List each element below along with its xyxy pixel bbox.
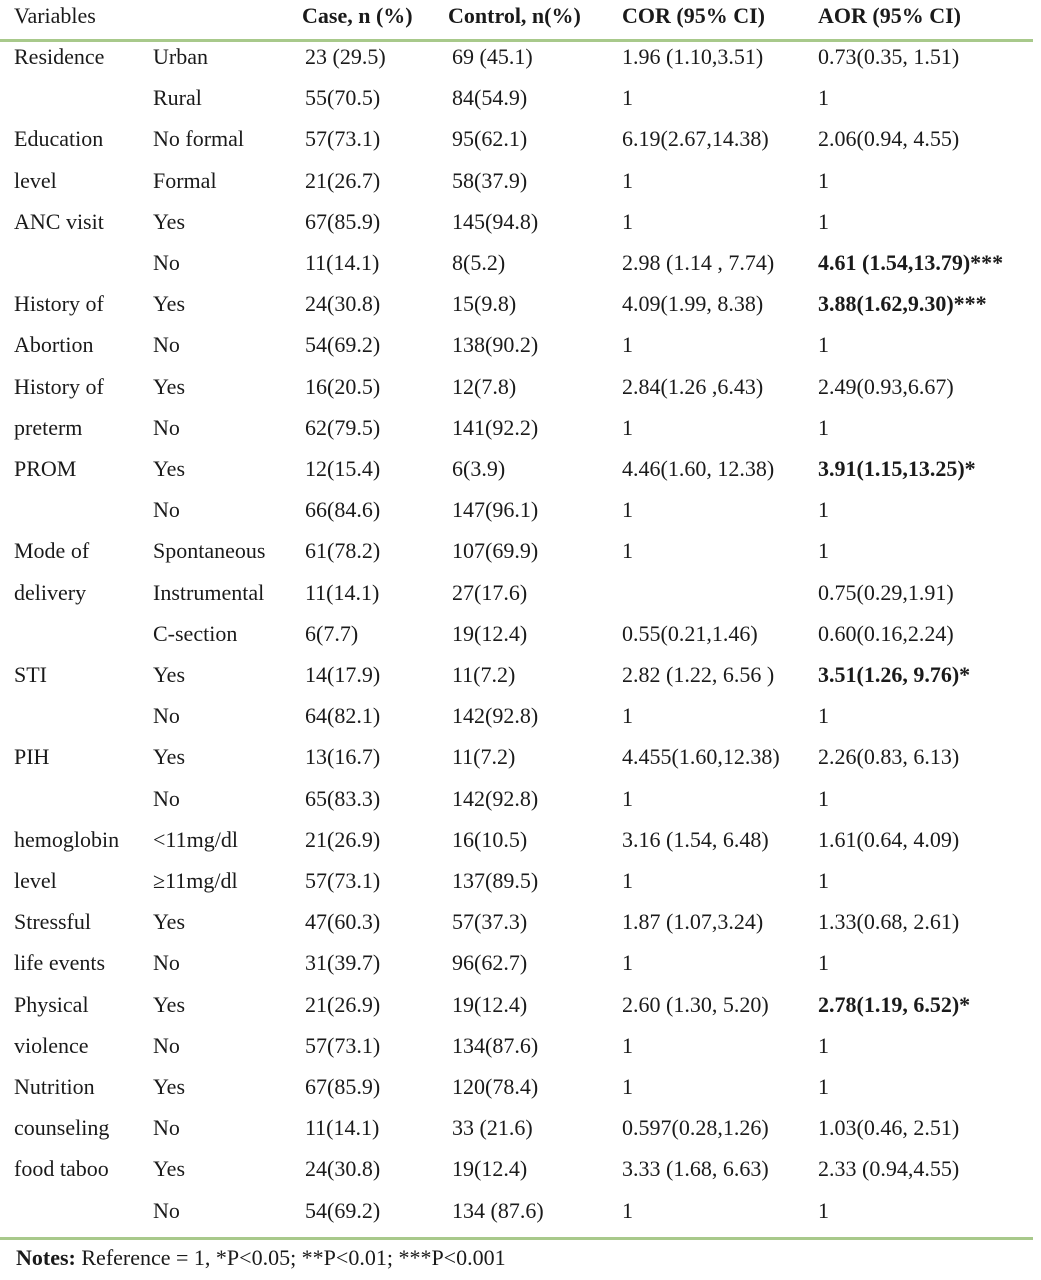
cell-control: 84(54.9): [452, 85, 528, 110]
table-row: [0, 619, 1041, 660]
cell-category: No: [153, 250, 180, 275]
cell-case: 14(17.9): [305, 662, 381, 687]
table-row: [0, 372, 1041, 413]
cell-category: Yes: [153, 456, 186, 481]
cell-case: 55(70.5): [305, 85, 381, 110]
cell-aor: 1.61(0.64, 4.09): [818, 827, 960, 852]
cell-aor: 3.51(1.26, 9.76)*: [818, 662, 971, 687]
cell-variable: Stressful: [14, 909, 91, 934]
cell-case: 65(83.3): [305, 786, 381, 811]
cell-control: 142(92.8): [452, 703, 539, 728]
cell-case: 62(79.5): [305, 415, 381, 440]
table-row: [0, 1196, 1041, 1237]
cell-aor: 4.61 (1.54,13.79)***: [818, 250, 1004, 275]
cell-cor: 1: [622, 85, 633, 110]
cell-cor: 6.19(2.67,14.38): [622, 126, 769, 151]
cell-variable: food taboo: [14, 1156, 109, 1181]
cell-control: 107(69.9): [452, 538, 539, 563]
cell-aor: 1: [818, 1074, 829, 1099]
cell-control: 11(7.2): [452, 662, 516, 687]
cell-control: 141(92.2): [452, 415, 539, 440]
cell-case: 6(7.7): [305, 621, 359, 646]
header-variables: Variables: [14, 3, 96, 28]
cell-control: 147(96.1): [452, 497, 539, 522]
table-row: [0, 413, 1041, 454]
cell-cor: 2.84(1.26 ,6.43): [622, 374, 764, 399]
cell-control: 69 (45.1): [452, 44, 533, 69]
cell-cor: 3.16 (1.54, 6.48): [622, 827, 769, 852]
cell-control: 33 (21.6): [452, 1115, 533, 1140]
cell-case: 21(26.9): [305, 827, 381, 852]
cell-case: 61(78.2): [305, 538, 381, 563]
cell-case: 57(73.1): [305, 1033, 381, 1058]
cell-cor: 1: [622, 1198, 633, 1223]
cell-category: No: [153, 950, 180, 975]
cell-aor: 1: [818, 168, 829, 193]
cell-category: No: [153, 703, 180, 728]
cell-aor: 2.06(0.94, 4.55): [818, 126, 960, 151]
cell-category: Yes: [153, 1074, 186, 1099]
cell-category: Formal: [153, 168, 217, 193]
cell-cor: 4.09(1.99, 8.38): [622, 291, 764, 316]
cell-case: 64(82.1): [305, 703, 381, 728]
table-row: [0, 1031, 1041, 1072]
table-row: [0, 907, 1041, 948]
cell-case: 13(16.7): [305, 744, 381, 769]
table-row: [0, 1072, 1041, 1113]
cell-category: No: [153, 332, 180, 357]
cell-aor: 1: [818, 85, 829, 110]
cell-aor: 1: [818, 497, 829, 522]
cell-category: No: [153, 415, 180, 440]
cell-variable: Residence: [14, 44, 105, 69]
cell-case: 21(26.9): [305, 992, 381, 1017]
cell-category: Yes: [153, 662, 186, 687]
cell-case: 66(84.6): [305, 497, 381, 522]
cell-cor: 1: [622, 168, 633, 193]
table-row: [0, 578, 1041, 619]
cell-control: 145(94.8): [452, 209, 539, 234]
cell-case: 23 (29.5): [305, 44, 386, 69]
cell-control: 96(62.7): [452, 950, 528, 975]
cell-variable: level: [14, 168, 57, 193]
cell-category: Yes: [153, 992, 186, 1017]
cell-category: <11mg/dl: [153, 827, 238, 852]
cell-case: 57(73.1): [305, 868, 381, 893]
table-row: [0, 83, 1041, 124]
table-row: [0, 289, 1041, 330]
cell-aor: 1: [818, 868, 829, 893]
cell-aor: 0.60(0.16,2.24): [818, 621, 954, 646]
cell-variable: Physical: [14, 992, 89, 1017]
cell-control: 16(10.5): [452, 827, 528, 852]
cell-category: Yes: [153, 209, 186, 234]
cell-control: 58(37.9): [452, 168, 528, 193]
cell-control: 137(89.5): [452, 868, 539, 893]
cell-cor: 1: [622, 497, 633, 522]
cell-aor: 3.88(1.62,9.30)***: [818, 291, 987, 316]
cell-category: No formal: [153, 126, 245, 151]
cell-aor: 1.03(0.46, 2.51): [818, 1115, 960, 1140]
cell-cor: 3.33 (1.68, 6.63): [622, 1156, 769, 1181]
cell-variable: History of: [14, 291, 104, 316]
cell-category: Urban: [153, 44, 208, 69]
cell-case: 11(14.1): [305, 580, 380, 605]
cell-control: 19(12.4): [452, 992, 528, 1017]
cell-control: 15(9.8): [452, 291, 517, 316]
cell-category: Instrumental: [153, 580, 265, 605]
cell-control: 134(87.6): [452, 1033, 539, 1058]
cell-case: 11(14.1): [305, 1115, 380, 1140]
header-aor: AOR (95% CI): [818, 3, 961, 28]
cell-cor: 2.60 (1.30, 5.20): [622, 992, 769, 1017]
cell-cor: 0.597(0.28,1.26): [622, 1115, 769, 1140]
cell-variable: Education: [14, 126, 104, 151]
cell-cor: 1: [622, 868, 633, 893]
table-row: [0, 1113, 1041, 1154]
cell-case: 47(60.3): [305, 909, 381, 934]
cell-variable: STI: [14, 662, 47, 687]
table-row: [0, 248, 1041, 289]
cell-category: No: [153, 1033, 180, 1058]
table-row: [0, 124, 1041, 165]
header-case: Case, n (%): [302, 3, 413, 28]
table-notes: [16, 1245, 506, 1271]
cell-cor: 1: [622, 786, 633, 811]
cell-aor: 1: [818, 332, 829, 357]
cell-category: ≥11mg/dl: [153, 868, 238, 893]
cell-case: 24(30.8): [305, 291, 381, 316]
table-row: [0, 701, 1041, 742]
cell-cor: 1: [622, 1074, 633, 1099]
cell-category: Yes: [153, 374, 186, 399]
cell-aor: 1: [818, 1198, 829, 1223]
table-row: [0, 1154, 1041, 1195]
cell-category: Rural: [153, 85, 202, 110]
cell-cor: 0.55(0.21,1.46): [622, 621, 758, 646]
cell-aor: 2.78(1.19, 6.52)*: [818, 992, 971, 1017]
cell-cor: 1: [622, 1033, 633, 1058]
cell-control: 120(78.4): [452, 1074, 539, 1099]
cell-case: 57(73.1): [305, 126, 381, 151]
cell-aor: 0.75(0.29,1.91): [818, 580, 954, 605]
cell-category: Yes: [153, 909, 186, 934]
cell-case: 24(30.8): [305, 1156, 381, 1181]
table-row: [0, 495, 1041, 536]
cell-case: 12(15.4): [305, 456, 381, 481]
table-row: [0, 166, 1041, 207]
cell-cor: 1: [622, 950, 633, 975]
cell-aor: 1: [818, 209, 829, 234]
cell-cor: 1: [622, 538, 633, 563]
cell-cor: 4.46(1.60, 12.38): [622, 456, 775, 481]
cell-category: No: [153, 786, 180, 811]
cell-variable: hemoglobin: [14, 827, 120, 852]
cell-category: C-section: [153, 621, 238, 646]
cell-case: 67(85.9): [305, 1074, 381, 1099]
cell-aor: 1: [818, 950, 829, 975]
cell-cor: 2.98 (1.14 , 7.74): [622, 250, 775, 275]
cell-aor: 1: [818, 415, 829, 440]
cell-control: 6(3.9): [452, 456, 506, 481]
cell-variable: Nutrition: [14, 1074, 95, 1099]
cell-case: 31(39.7): [305, 950, 381, 975]
cell-aor: 3.91(1.15,13.25)*: [818, 456, 976, 481]
cell-control: 19(12.4): [452, 1156, 528, 1181]
cell-category: No: [153, 1198, 180, 1223]
table-row: [0, 330, 1041, 371]
cell-variable: level: [14, 868, 57, 893]
cell-cor: 1: [622, 332, 633, 357]
cell-case: 67(85.9): [305, 209, 381, 234]
table-row: [0, 660, 1041, 701]
cell-control: 19(12.4): [452, 621, 528, 646]
table-row: [0, 207, 1041, 248]
cell-control: 95(62.1): [452, 126, 528, 151]
header-cor: COR (95% CI): [622, 3, 765, 28]
notes-label: Notes:: [16, 1245, 76, 1270]
cell-aor: 1: [818, 703, 829, 728]
cell-control: 142(92.8): [452, 786, 539, 811]
cell-category: No: [153, 497, 180, 522]
cell-variable: Abortion: [14, 332, 94, 357]
cell-cor: 2.82 (1.22, 6.56 ): [622, 662, 775, 687]
cell-control: 134 (87.6): [452, 1198, 544, 1223]
cell-case: 21(26.7): [305, 168, 381, 193]
cell-category: Yes: [153, 744, 186, 769]
cell-aor: 1: [818, 1033, 829, 1058]
cell-cor: 1: [622, 703, 633, 728]
cell-category: Yes: [153, 291, 186, 316]
cell-case: 16(20.5): [305, 374, 381, 399]
cell-aor: 2.26(0.83, 6.13): [818, 744, 960, 769]
cell-control: 27(17.6): [452, 580, 528, 605]
header-control: Control, n(%): [448, 3, 581, 28]
cell-cor: 1.96 (1.10,3.51): [622, 44, 764, 69]
cell-aor: 1.33(0.68, 2.61): [818, 909, 960, 934]
cell-case: 54(69.2): [305, 332, 381, 357]
cell-variable: ANC visit: [14, 209, 104, 234]
cell-variable: Mode of: [14, 538, 90, 563]
cell-category: Yes: [153, 1156, 186, 1181]
table-row: [0, 784, 1041, 825]
table-row: [0, 948, 1041, 989]
table-row: [0, 866, 1041, 907]
table-row: [0, 825, 1041, 866]
cell-cor: 1: [622, 415, 633, 440]
table-row: [0, 42, 1041, 83]
cell-cor: 1.87 (1.07,3.24): [622, 909, 764, 934]
cell-case: 54(69.2): [305, 1198, 381, 1223]
cell-control: 8(5.2): [452, 250, 506, 275]
table-row: [0, 454, 1041, 495]
notes-text: Reference = 1, *P<0.05; **P<0.01; ***P<0.001: [75, 1245, 506, 1270]
cell-cor: 1: [622, 209, 633, 234]
cell-variable: counseling: [14, 1115, 110, 1140]
cell-aor: 2.49(0.93,6.67): [818, 374, 954, 399]
table-header: [0, 0, 1041, 38]
cell-control: 12(7.8): [452, 374, 517, 399]
cell-case: 11(14.1): [305, 250, 380, 275]
cell-variable: History of: [14, 374, 104, 399]
cell-variable: PROM: [14, 456, 77, 481]
cell-control: 11(7.2): [452, 744, 516, 769]
cell-aor: 2.33 (0.94,4.55): [818, 1156, 960, 1181]
cell-aor: 1: [818, 786, 829, 811]
cell-variable: PIH: [14, 744, 50, 769]
cell-control: 138(90.2): [452, 332, 539, 357]
cell-variable: violence: [14, 1033, 89, 1058]
footer-rule: [0, 1237, 1033, 1240]
cell-category: No: [153, 1115, 180, 1140]
cell-aor: 1: [818, 538, 829, 563]
cell-control: 57(37.3): [452, 909, 528, 934]
cell-aor: 0.73(0.35, 1.51): [818, 44, 960, 69]
table-row: [0, 990, 1041, 1031]
table-row: [0, 742, 1041, 783]
cell-variable: life events: [14, 950, 106, 975]
cell-variable: preterm: [14, 415, 83, 440]
table-row: [0, 536, 1041, 577]
cell-cor: 4.455(1.60,12.38): [622, 744, 780, 769]
cell-variable: delivery: [14, 580, 87, 605]
cell-category: Spontaneous: [153, 538, 266, 563]
